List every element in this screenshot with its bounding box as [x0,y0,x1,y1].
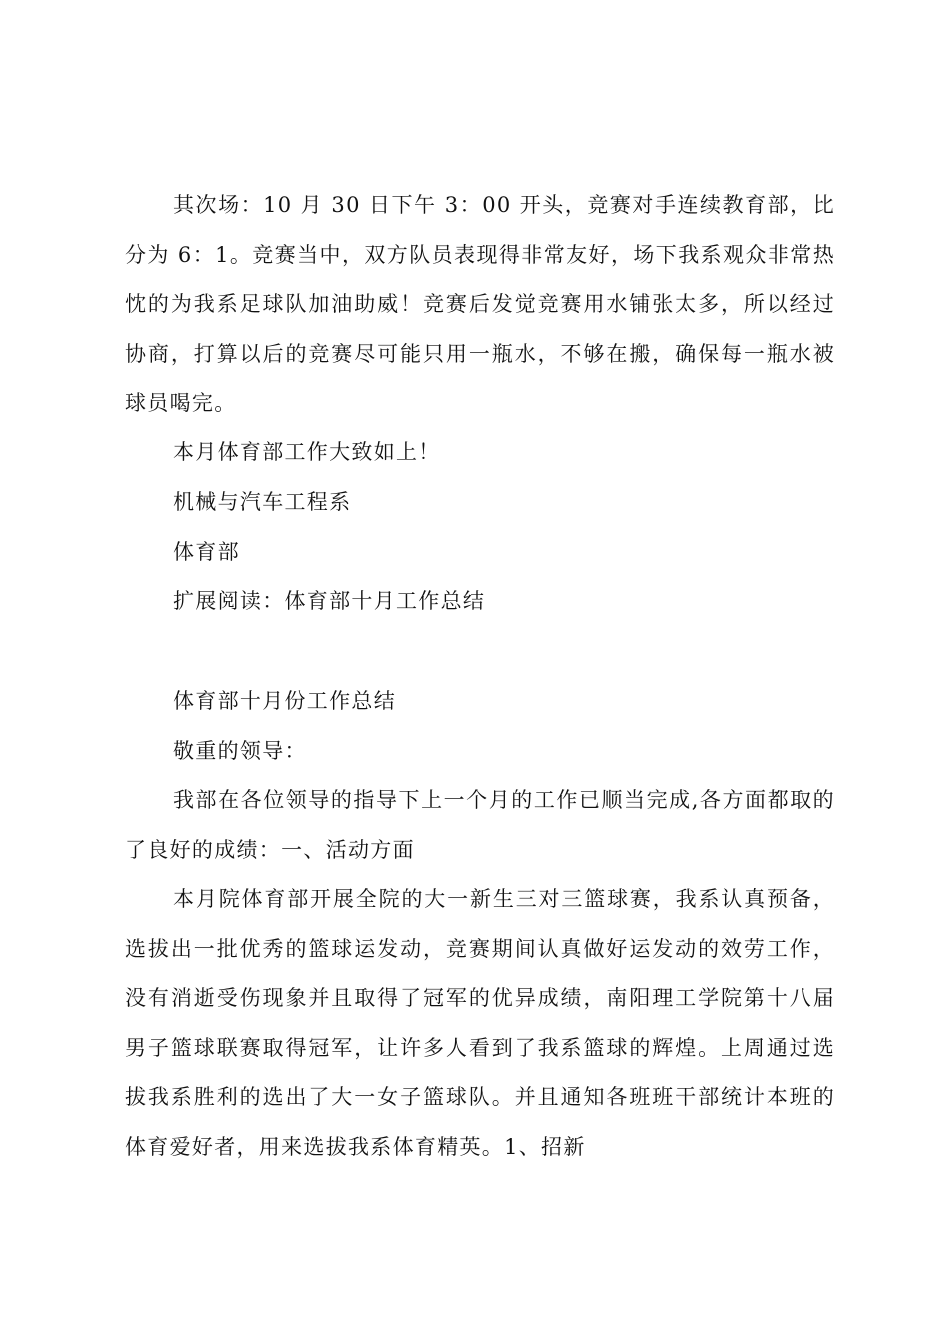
paragraph-second-match: 其次场：10 月 30 日下午 3：00 开头，竞赛对手连续教育部，比分为 6：1。竞赛当中，双方队员表现得非常友好，场下我系观众非常热忱的为我系足球队加油助威！竞赛后发觉竞赛用水铺张太多，所以经过协商，打算以后的竞赛尽可能只用一瓶水，不够在搬，确保每一瓶水被球员喝完。 [125,193,835,415]
extended-reading-title: 扩展阅读：体育部十月工作总结 [173,589,486,613]
salutation: 敬重的领导： [173,739,307,763]
paragraph-summary-line: 本月体育部工作大致如上！ [173,440,441,464]
paragraph-basketball: 本月院体育部开展全院的大一新生三对三篮球赛，我系认真预备，选拔出一批优秀的篮球运发动，竞赛期间认真做好运发动的效劳工作，没有消逝受伤现象并且取得了冠军的优异成绩，南阳理工学院第十八届男子篮球联赛取得冠军，让许多人看到了我系篮球的辉煌。上周通过选拔我系胜利的选出了大一女子篮球队。并且通知各班班干部统计本班的体育爱好者，用来选拔我系体育精英。1、招新 [125,887,835,1159]
department-name: 机械与汽车工程系 [173,490,352,514]
report-title: 体育部十月份工作总结 [173,689,396,713]
paragraph-intro: 我部在各位领导的指导下上一个月的工作已顺当完成,各方面都取的了良好的成绩：一、活动方面 [125,788,835,862]
office-name: 体育部 [173,540,240,564]
